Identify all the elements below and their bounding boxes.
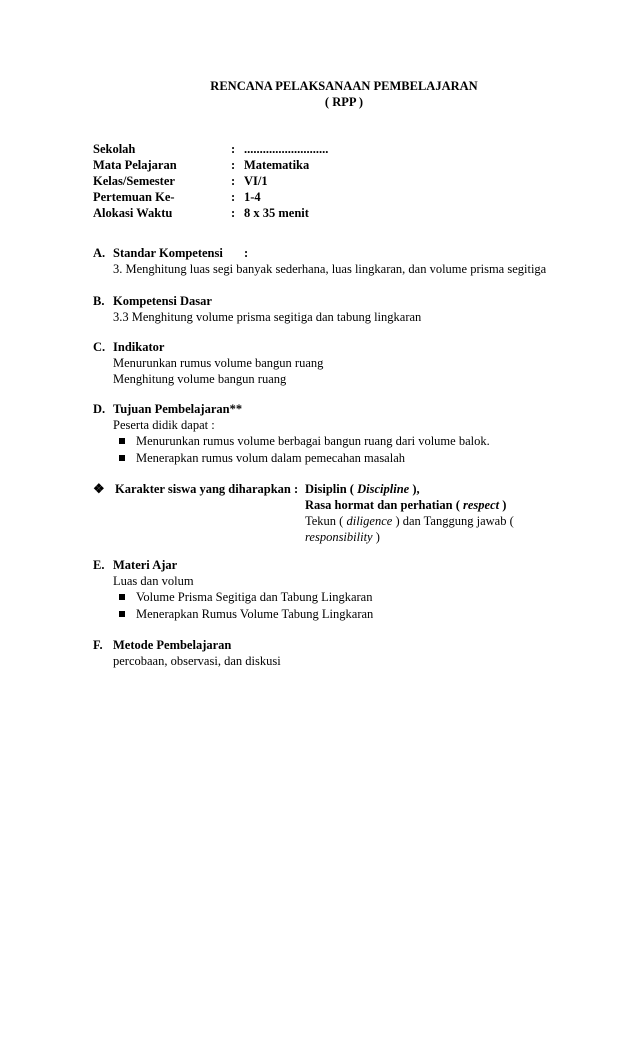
section-body — [93, 653, 281, 669]
section-body — [93, 355, 323, 387]
section-standar-kompetensi — [93, 245, 546, 277]
section-body — [93, 417, 490, 467]
section-title: Metode Pembelajaran — [113, 638, 232, 652]
square-bullet-icon — [119, 611, 125, 617]
section-title: Standar Kompetensi — [113, 246, 223, 260]
info-value: 1-4 — [244, 190, 261, 204]
section-letter: B. — [93, 294, 105, 308]
section-text: Menurunkan rumus volume bangun ruang — [113, 356, 324, 370]
karakter-text: ) dan Tanggung jawab ( — [392, 514, 514, 528]
karakter-text: Disiplin ( — [305, 482, 358, 496]
section-body — [93, 309, 421, 325]
section-heading — [93, 557, 373, 573]
section-tujuan-pembelajaran — [93, 401, 490, 467]
section-intro: Luas dan volum — [113, 574, 194, 588]
karakter-term: diligence — [346, 514, 393, 528]
section-text: 3. Menghitung luas segi banyak sederhana, luas lingkaran, dan volume prisma segitiga — [113, 262, 547, 276]
list-item — [113, 589, 373, 606]
square-bullet-icon — [119, 594, 125, 600]
info-colon: : — [231, 206, 236, 220]
karakter-text: ) — [372, 530, 380, 544]
bullet-list — [113, 433, 490, 467]
list-item — [113, 450, 490, 467]
karakter-line — [305, 513, 514, 529]
info-colon: : — [231, 190, 236, 204]
section-heading — [93, 401, 490, 417]
info-label: Mata Pelajaran — [93, 158, 177, 172]
info-label: Sekolah — [93, 142, 136, 156]
section-indikator — [93, 339, 323, 387]
section-heading — [93, 245, 546, 261]
list-item-text: Menerapkan Rumus Volume Tabung Lingkaran — [136, 607, 374, 621]
section-colon: : — [244, 246, 249, 260]
square-bullet-icon — [119, 455, 125, 461]
info-label: Alokasi Waktu — [93, 206, 173, 220]
section-heading — [93, 339, 323, 355]
karakter-text: ), — [409, 482, 420, 496]
bullet-list — [113, 589, 373, 623]
section-text: percobaan, observasi, dan diskusi — [113, 654, 281, 668]
info-colon: : — [231, 174, 236, 188]
karakter-values — [305, 481, 514, 545]
info-value: VI/1 — [244, 174, 268, 188]
square-bullet-icon — [119, 438, 125, 444]
info-colon: : — [231, 142, 236, 156]
section-body — [93, 573, 373, 623]
karakter-line — [305, 529, 514, 545]
section-letter: A. — [93, 246, 106, 260]
section-metode-pembelajaran — [93, 637, 281, 669]
karakter-text: Rasa hormat dan perhatian ( — [305, 498, 463, 512]
section-letter: C. — [93, 340, 106, 354]
section-body — [93, 261, 546, 277]
info-value: ........................... — [244, 142, 329, 156]
karakter-term: Discipline — [357, 482, 410, 496]
karakter-text: Tekun ( — [305, 514, 347, 528]
section-text: 3.3 Menghitung volume prisma segitiga dan tabung lingkaran — [113, 310, 422, 324]
karakter-term: responsibility — [305, 530, 373, 544]
section-title: Kompetensi Dasar — [113, 294, 212, 308]
list-item-text: Menerapkan rumus volum dalam pemecahan masalah — [136, 451, 406, 465]
section-intro: Peserta didik dapat : — [113, 418, 215, 432]
section-heading — [93, 637, 281, 653]
section-kompetensi-dasar — [93, 293, 421, 325]
list-item-text: Volume Prisma Segitiga dan Tabung Lingkaran — [136, 590, 373, 604]
info-label: Pertemuan Ke- — [93, 190, 175, 204]
document-subtitle: ( RPP ) — [324, 95, 364, 109]
karakter-line — [305, 497, 514, 513]
info-value: Matematika — [244, 158, 310, 172]
diamond-bullet-icon: ❖ — [93, 481, 105, 496]
karakter-line — [305, 481, 514, 497]
info-label: Kelas/Semester — [93, 174, 175, 188]
section-title: Materi Ajar — [113, 558, 178, 572]
karakter-term: respect — [463, 498, 500, 512]
section-text: Menghitung volume bangun ruang — [113, 372, 287, 386]
section-heading — [93, 293, 421, 309]
section-title: Indikator — [113, 340, 165, 354]
list-item — [113, 606, 373, 623]
section-letter: E. — [93, 558, 105, 572]
list-item — [113, 433, 490, 450]
info-value: 8 x 35 menit — [244, 206, 309, 220]
karakter-text: ) — [499, 498, 507, 512]
document-title: RENCANA PELAKSANAAN PEMBELAJARAN — [210, 79, 478, 93]
section-letter: F. — [93, 638, 103, 652]
list-item-text: Menurunkan rumus volume berbagai bangun ruang dari volume balok. — [136, 434, 490, 448]
karakter-label: Karakter siswa yang diharapkan : — [115, 482, 299, 496]
section-title: Tujuan Pembelajaran** — [113, 402, 243, 416]
info-colon: : — [231, 158, 236, 172]
section-letter: D. — [93, 402, 106, 416]
section-materi-ajar — [93, 557, 373, 623]
